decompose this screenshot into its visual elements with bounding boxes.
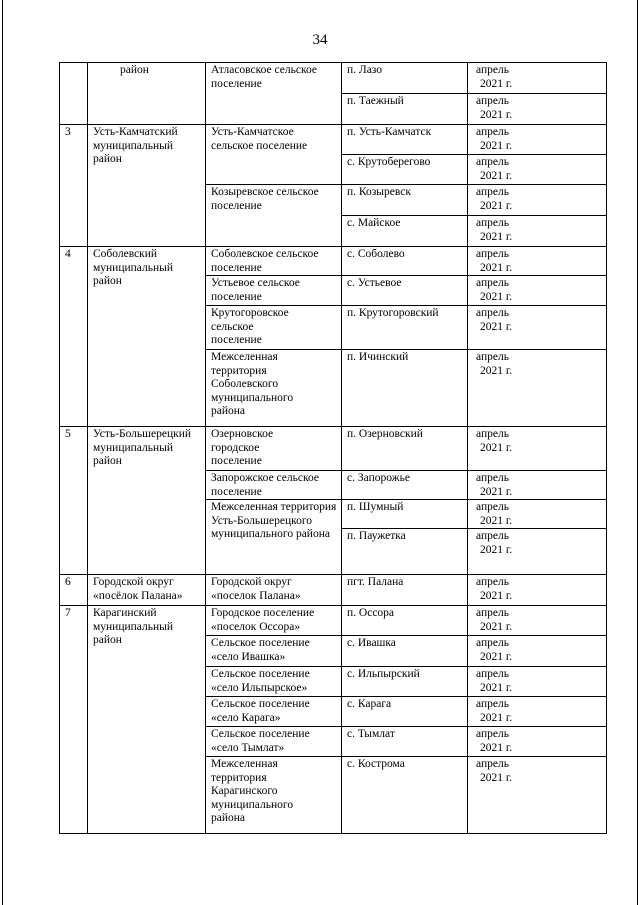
locality-name: п. Лазо	[342, 63, 468, 94]
date-cell	[468, 427, 607, 471]
date-year: 2021 г.	[480, 261, 513, 274]
table-row	[60, 63, 607, 94]
date-cell	[468, 575, 607, 606]
locality-name: п. Паужетка	[342, 529, 468, 575]
settlement-name: Городской округ «поселок Палана»	[206, 575, 342, 606]
date-month: апрель	[476, 351, 509, 363]
date-month: апрель	[476, 428, 509, 440]
date-cell	[468, 247, 607, 276]
settlement-name: Озерновское городское поселение	[206, 427, 342, 471]
date-year: 2021 г.	[480, 485, 513, 498]
scan-edge-right	[637, 0, 638, 905]
row-number: 4	[60, 247, 88, 427]
date-cell	[468, 125, 607, 155]
settlement-name: Сельское поселение «село Ивашка»	[206, 636, 342, 667]
date-year: 2021 г.	[480, 169, 513, 182]
date-cell	[468, 63, 607, 94]
district-name: район	[88, 63, 206, 125]
date-month: апрель	[476, 126, 509, 138]
table-row	[60, 606, 607, 636]
date-cell	[468, 276, 607, 306]
date-cell	[468, 306, 607, 350]
date-month: апрель	[476, 758, 509, 770]
date-year: 2021 г.	[480, 589, 513, 602]
date-month: апрель	[476, 156, 509, 168]
settlements-table	[59, 62, 607, 834]
district-name: Городской округ «посёлок Палана»	[88, 575, 206, 606]
district-name: Усть-Камчатский муниципальный район	[88, 125, 206, 247]
date-month: апрель	[476, 576, 509, 588]
locality-name: п. Козыревск	[342, 185, 468, 216]
settlement-name: Городское поселение «поселок Оссора»	[206, 606, 342, 636]
locality-name: с. Устьевое	[342, 276, 468, 306]
date-month: апрель	[476, 472, 509, 484]
district-name: Карагинский муниципальный район	[88, 606, 206, 834]
settlement-name: Сельское поселение «село Ильпырское»	[206, 667, 342, 697]
date-month: апрель	[476, 307, 509, 319]
table-row	[60, 575, 607, 606]
settlement-name: Атласовское сельское поселение	[206, 63, 342, 125]
date-year: 2021 г.	[480, 771, 513, 784]
date-cell	[468, 727, 607, 757]
date-month: апрель	[476, 277, 509, 289]
row-number: 3	[60, 125, 88, 247]
date-month: апрель	[476, 668, 509, 680]
settlement-name: Запорожское сельское поселение	[206, 471, 342, 500]
locality-name: п. Усть-Камчатск	[342, 125, 468, 155]
row-number: 5	[60, 427, 88, 575]
date-cell	[468, 185, 607, 216]
locality-name: с. Кострома	[342, 757, 468, 834]
date-year: 2021 г.	[480, 230, 513, 243]
date-month: апрель	[476, 217, 509, 229]
date-year: 2021 г.	[480, 514, 513, 527]
date-year: 2021 г.	[480, 681, 513, 694]
date-year: 2021 г.	[480, 650, 513, 663]
settlement-name: Устьевое сельское поселение	[206, 276, 342, 306]
date-year: 2021 г.	[480, 543, 513, 556]
date-year: 2021 г.	[480, 620, 513, 633]
settlement-name: Сельское поселение «село Карага»	[206, 697, 342, 727]
date-month: апрель	[476, 728, 509, 740]
locality-name: п. Оссора	[342, 606, 468, 636]
date-year: 2021 г.	[480, 441, 513, 454]
settlement-name: Межселенная территория Карагинского муниципального района	[206, 757, 342, 834]
table-row	[60, 427, 607, 471]
settlement-name: Козыревское сельское поселение	[206, 185, 342, 247]
settlement-name: Межселенная территория Соболевского муниципального района	[206, 350, 342, 427]
date-month: апрель	[476, 530, 509, 542]
date-cell	[468, 757, 607, 834]
locality-name: с. Ильпырский	[342, 667, 468, 697]
date-month: апрель	[476, 637, 509, 649]
date-year: 2021 г.	[480, 77, 513, 90]
date-month: апрель	[476, 186, 509, 198]
locality-name: с. Соболево	[342, 247, 468, 276]
date-cell	[468, 500, 607, 529]
district-name: Усть-Большерецкий муниципальный район	[88, 427, 206, 575]
row-number: 7	[60, 606, 88, 834]
date-year: 2021 г.	[480, 290, 513, 303]
date-cell	[468, 94, 607, 125]
settlement-name: Соболевское сельское поселение	[206, 247, 342, 276]
date-year: 2021 г.	[480, 199, 513, 212]
date-cell	[468, 667, 607, 697]
date-year: 2021 г.	[480, 320, 513, 333]
settlement-name: Крутогоровское сельское поселение	[206, 306, 342, 350]
settlement-name: Межселенная территория Усть-Большерецкого муниципального района	[206, 500, 342, 575]
locality-name: с. Тымлат	[342, 727, 468, 757]
locality-name: п. Таежный	[342, 94, 468, 125]
date-month: апрель	[476, 607, 509, 619]
date-cell	[468, 636, 607, 667]
table-row	[60, 247, 607, 276]
page-number: 34	[312, 32, 328, 48]
date-year: 2021 г.	[480, 741, 513, 754]
locality-name: п. Крутогоровский	[342, 306, 468, 350]
district-name: Соболевский муниципальный район	[88, 247, 206, 427]
date-month: апрель	[476, 95, 509, 107]
scan-edge-left	[2, 0, 3, 905]
locality-name: п. Шумный	[342, 500, 468, 529]
date-year: 2021 г.	[480, 364, 513, 377]
locality-name: пгт. Палана	[342, 575, 468, 606]
locality-name: с. Крутоберегово	[342, 155, 468, 185]
locality-name: п. Озерновский	[342, 427, 468, 471]
date-year: 2021 г.	[480, 139, 513, 152]
date-cell	[468, 216, 607, 247]
locality-name: с. Запорожье	[342, 471, 468, 500]
date-month: апрель	[476, 698, 509, 710]
locality-name: с. Карага	[342, 697, 468, 727]
locality-name: п. Ичинский	[342, 350, 468, 427]
date-month: апрель	[476, 501, 509, 513]
date-cell	[468, 350, 607, 427]
settlement-name: Усть-Камчатское сельское поселение	[206, 125, 342, 185]
date-year: 2021 г.	[480, 108, 513, 121]
table-row	[60, 125, 607, 155]
row-number	[60, 63, 88, 125]
date-cell	[468, 529, 607, 575]
date-cell	[468, 606, 607, 636]
date-cell	[468, 697, 607, 727]
date-cell	[468, 155, 607, 185]
date-month: апрель	[476, 248, 509, 260]
locality-name: с. Ивашка	[342, 636, 468, 667]
date-cell	[468, 471, 607, 500]
date-year: 2021 г.	[480, 711, 513, 724]
locality-name: с. Майское	[342, 216, 468, 247]
date-month: апрель	[476, 64, 509, 76]
row-number: 6	[60, 575, 88, 606]
settlement-name: Сельское поселение «село Тымлат»	[206, 727, 342, 757]
